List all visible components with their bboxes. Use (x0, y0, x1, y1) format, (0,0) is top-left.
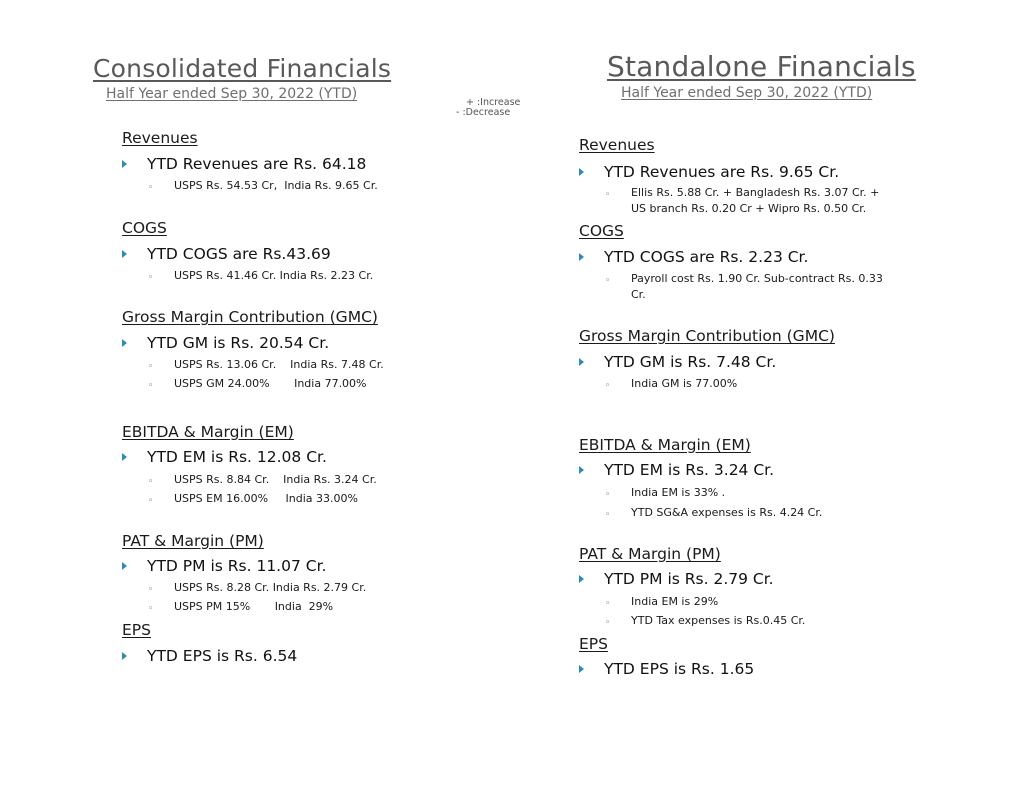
consolidated-cogs-detail: ◦ USPS Rs. 41.46 Cr. India Rs. 2.23 Cr. (174, 268, 373, 284)
standalone-revenues-bullet: YTD Revenues are Rs. 9.65 Cr. (604, 163, 839, 181)
consolidated-gmc-detail-2: ◦ USPS GM 24.00% India 77.00% (174, 376, 367, 392)
standalone-revenues-detail: ◦ Ellis Rs. 5.88 Cr. + Bangladesh Rs. 3.07 Cr. + US branch Rs. 0.20 Cr + Wipro Rs. 0.50 Cr. (605, 186, 880, 215)
arrow-bullet-icon (579, 665, 584, 673)
consolidated-pat-bullet: YTD PM is Rs. 11.07 Cr. (147, 557, 326, 575)
consolidated-ebitda-detail-1: ◦ USPS Rs. 8.84 Cr. India Rs. 3.24 Cr. (174, 472, 377, 488)
standalone-ebitda-detail-2: ◦ YTD SG&A expenses is Rs. 4.24 Cr. (631, 505, 822, 521)
standalone-eps-bullet: YTD EPS is Rs. 1.65 (604, 660, 754, 678)
consolidated-eps-heading: EPS (122, 621, 151, 639)
consolidated-revenues-detail: ◦ USPS Rs. 54.53 Cr, India Rs. 9.65 Cr. (174, 178, 378, 194)
standalone-ebitda-heading: EBITDA & Margin (EM) (579, 436, 751, 454)
standalone-pat-detail-2: ◦ YTD Tax expenses is Rs.0.45 Cr. (631, 613, 805, 629)
ring-bullet-icon: ◦ (148, 496, 154, 506)
consolidated-subtitle: Half Year ended Sep 30, 2022 (YTD) (106, 86, 358, 102)
standalone-pat-heading: PAT & Margin (PM) (579, 545, 721, 563)
ring-bullet-icon: ◦ (605, 510, 611, 520)
consolidated-gmc-heading: Gross Margin Contribution (GMC) (122, 308, 378, 326)
standalone-ebitda-bullet: YTD EM is Rs. 3.24 Cr. (604, 461, 774, 479)
ring-bullet-icon: ◦ (148, 381, 154, 391)
ring-bullet-icon: ◦ (148, 477, 154, 487)
consolidated-ebitda-heading: EBITDA & Margin (EM) (122, 423, 294, 441)
arrow-bullet-icon (579, 466, 584, 474)
consolidated-gmc-bullet: YTD GM is Rs. 20.54 Cr. (147, 334, 329, 352)
ring-bullet-icon: ◦ (148, 362, 154, 372)
consolidated-pat-detail-1: ◦ USPS Rs. 8.28 Cr. India Rs. 2.79 Cr. (174, 580, 366, 596)
standalone-ebitda-detail-1: ◦ India EM is 33% . (631, 485, 725, 501)
arrow-bullet-icon (122, 339, 127, 347)
ring-bullet-icon: ◦ (148, 183, 154, 193)
legend-decrease: - :Decrease (456, 107, 511, 118)
consolidated-revenues-bullet: YTD Revenues are Rs. 64.18 (147, 155, 366, 173)
standalone-title: Standalone Financials (607, 50, 916, 83)
standalone-eps-heading: EPS (579, 635, 608, 653)
ring-bullet-icon: ◦ (148, 585, 154, 595)
arrow-bullet-icon (579, 575, 584, 583)
arrow-bullet-icon (579, 168, 584, 176)
legend-increase: + :Increase (466, 97, 521, 108)
ring-bullet-icon: ◦ (605, 618, 611, 628)
arrow-bullet-icon (122, 160, 127, 168)
standalone-gmc-bullet: YTD GM is Rs. 7.48 Cr. (604, 353, 776, 371)
consolidated-eps-bullet: YTD EPS is Rs. 6.54 (147, 647, 297, 665)
ring-bullet-icon: ◦ (148, 604, 154, 614)
consolidated-title: Consolidated Financials (93, 54, 392, 83)
arrow-bullet-icon (122, 652, 127, 660)
consolidated-revenues-heading: Revenues (122, 129, 198, 147)
ring-bullet-icon: ◦ (605, 381, 611, 391)
consolidated-cogs-bullet: YTD COGS are Rs.43.69 (147, 245, 331, 263)
standalone-gmc-heading: Gross Margin Contribution (GMC) (579, 327, 835, 345)
standalone-cogs-detail: ◦ Payroll cost Rs. 1.90 Cr. Sub-contract Rs. 0.33 Cr. (605, 272, 883, 301)
standalone-gmc-detail: ◦ India GM is 77.00% (631, 376, 737, 392)
standalone-pat-bullet: YTD PM is Rs. 2.79 Cr. (604, 570, 774, 588)
ring-bullet-icon: ◦ (605, 490, 611, 500)
standalone-cogs-bullet: YTD COGS are Rs. 2.23 Cr. (604, 248, 808, 266)
consolidated-pat-heading: PAT & Margin (PM) (122, 532, 264, 550)
arrow-bullet-icon (122, 250, 127, 258)
ring-bullet-icon: ◦ (605, 599, 611, 609)
consolidated-ebitda-bullet: YTD EM is Rs. 12.08 Cr. (147, 448, 327, 466)
consolidated-pat-detail-2: ◦ USPS PM 15% India 29% (174, 599, 333, 615)
ring-bullet-icon: ◦ (605, 190, 611, 200)
consolidated-ebitda-detail-2: ◦ USPS EM 16.00% India 33.00% (174, 491, 358, 507)
consolidated-cogs-heading: COGS (122, 219, 167, 237)
ring-bullet-icon: ◦ (148, 273, 154, 283)
arrow-bullet-icon (579, 358, 584, 366)
standalone-revenues-heading: Revenues (579, 136, 655, 154)
arrow-bullet-icon (122, 562, 127, 570)
arrow-bullet-icon (579, 253, 584, 261)
standalone-cogs-heading: COGS (579, 222, 624, 240)
arrow-bullet-icon (122, 453, 127, 461)
standalone-pat-detail-1: ◦ India EM is 29% (631, 594, 718, 610)
consolidated-gmc-detail-1: ◦ USPS Rs. 13.06 Cr. India Rs. 7.48 Cr. (174, 357, 384, 373)
standalone-subtitle: Half Year ended Sep 30, 2022 (YTD) (621, 85, 873, 101)
ring-bullet-icon: ◦ (605, 276, 611, 286)
